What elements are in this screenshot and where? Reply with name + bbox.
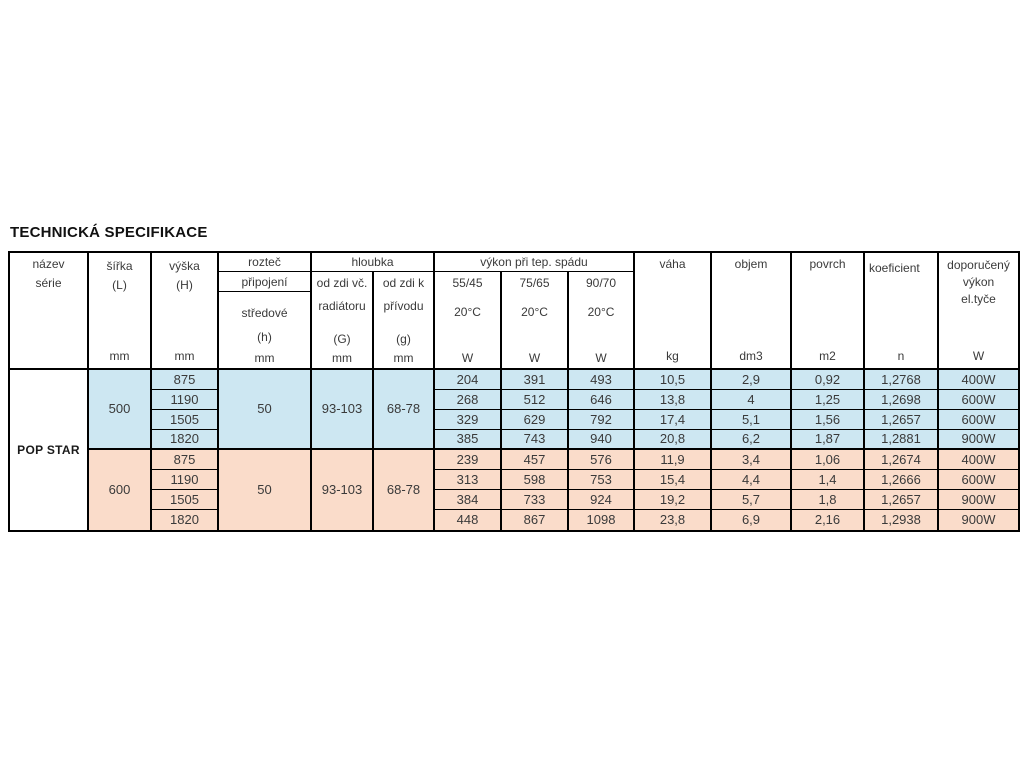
cell-povrch: 0,92	[792, 370, 865, 390]
cell-vaha: 10,5	[635, 370, 712, 390]
unit-label: W	[972, 349, 985, 363]
cell-vykon-9070: 646	[569, 390, 635, 410]
cell-vyska: 1820	[152, 510, 219, 530]
cell-vykon-5545: 268	[435, 390, 502, 410]
cell-povrch: 1,87	[792, 430, 865, 450]
col-header-5545	[435, 272, 502, 370]
header-line: 20°C	[454, 305, 481, 319]
unit-label: n	[897, 349, 905, 363]
cell-vykon-5545: 384	[435, 490, 502, 510]
unit-label: mm	[332, 351, 352, 365]
cell-vykon-7565: 733	[502, 490, 569, 510]
col-header-doporuceny-vykon	[939, 253, 1018, 370]
cell-objem: 2,9	[712, 370, 792, 390]
cell-roztec: 50	[219, 450, 312, 530]
spec-table	[8, 251, 1020, 532]
cell-vyska: 1505	[152, 410, 219, 430]
col-header-7565	[502, 272, 569, 370]
cell-povrch: 2,16	[792, 510, 865, 530]
col-header-od-zdi-radiatoru	[312, 272, 374, 370]
cell-koeficient: 1,2657	[865, 490, 939, 510]
col-header-pripojeni: připojení	[219, 272, 312, 292]
cell-el-vykon: 900W	[939, 510, 1018, 530]
unit-label: m2	[819, 349, 836, 363]
cell-vykon-7565: 867	[502, 510, 569, 530]
cell-hloubka-g: 93-103	[312, 450, 374, 530]
cell-vaha: 15,4	[635, 470, 712, 490]
header-line: od zdi k	[382, 276, 425, 290]
header-line: radiátoru	[318, 299, 366, 313]
cell-el-vykon: 900W	[939, 430, 1018, 450]
series-name-cell: POP STAR	[10, 370, 89, 530]
cell-vaha: 19,2	[635, 490, 712, 510]
header-line: přívodu	[383, 299, 424, 313]
unit-label: mm	[254, 351, 275, 365]
cell-vykon-5545: 385	[435, 430, 502, 450]
cell-vyska: 875	[152, 370, 219, 390]
cell-vaha: 13,8	[635, 390, 712, 410]
header-line: středové	[241, 306, 288, 320]
col-header-povrch	[792, 253, 865, 370]
cell-el-vykon: 600W	[939, 410, 1018, 430]
header-line: 20°C	[521, 305, 548, 319]
header-line: objem	[734, 257, 768, 271]
cell-hloubka-g: 93-103	[312, 370, 374, 450]
group-header-hloubka: hloubka	[312, 253, 435, 272]
header-line: el.tyče	[961, 292, 996, 306]
cell-povrch: 1,8	[792, 490, 865, 510]
header-line: výkon	[962, 275, 995, 289]
cell-vyska: 1505	[152, 490, 219, 510]
cell-vyska: 1820	[152, 430, 219, 450]
header-line: 55/45	[452, 276, 483, 290]
cell-vykon-7565: 743	[502, 430, 569, 450]
cell-vyska: 1190	[152, 390, 219, 410]
col-header-objem	[712, 253, 792, 370]
cell-sirka: 500	[89, 370, 152, 450]
col-header-9070	[569, 272, 635, 370]
cell-el-vykon: 600W	[939, 390, 1018, 410]
header-line: (h)	[257, 330, 272, 344]
cell-el-vykon: 400W	[939, 450, 1018, 470]
cell-koeficient: 1,2938	[865, 510, 939, 530]
cell-vykon-9070: 753	[569, 470, 635, 490]
header-lines	[169, 257, 200, 295]
header-line: (L)	[112, 278, 127, 292]
cell-koeficient: 1,2768	[865, 370, 939, 390]
cell-objem: 3,4	[712, 450, 792, 470]
cell-hloubka-p: 68-78	[374, 370, 435, 450]
cell-objem: 6,9	[712, 510, 792, 530]
cell-el-vykon: 900W	[939, 490, 1018, 510]
page-title: TECHNICKÁ SPECIFIKACE	[10, 224, 208, 241]
cell-vykon-7565: 629	[502, 410, 569, 430]
unit-label: W	[595, 351, 607, 365]
cell-vykon-9070: 940	[569, 430, 635, 450]
cell-povrch: 1,06	[792, 450, 865, 470]
header-line: šířka	[106, 259, 133, 273]
cell-vaha: 11,9	[635, 450, 712, 470]
cell-vykon-5545: 239	[435, 450, 502, 470]
cell-roztec: 50	[219, 370, 312, 450]
header-line: od zdi vč.	[316, 276, 368, 290]
col-header-stredove	[219, 292, 312, 370]
cell-koeficient: 1,2657	[865, 410, 939, 430]
cell-el-vykon: 600W	[939, 470, 1018, 490]
header-line: (g)	[396, 332, 411, 346]
col-header-roztec: rozteč	[219, 253, 312, 272]
group-header-vykon: výkon při tep. spádu	[435, 253, 635, 272]
unit-label: mm	[174, 349, 195, 363]
header-lines	[106, 257, 132, 295]
header-line: výška	[169, 259, 200, 273]
col-header-sirka	[89, 253, 152, 370]
cell-hloubka-p: 68-78	[374, 450, 435, 530]
unit-label: mm	[393, 351, 414, 365]
cell-objem: 5,1	[712, 410, 792, 430]
cell-vaha: 20,8	[635, 430, 712, 450]
unit-label: mm	[109, 349, 130, 363]
col-header-vaha	[635, 253, 712, 370]
cell-objem: 6,2	[712, 430, 792, 450]
cell-koeficient: 1,2698	[865, 390, 939, 410]
cell-povrch: 1,4	[792, 470, 865, 490]
cell-vykon-9070: 1098	[569, 510, 635, 530]
header-line: doporučený	[947, 258, 1010, 272]
cell-vykon-5545: 329	[435, 410, 502, 430]
cell-vykon-5545: 313	[435, 470, 502, 490]
cell-vyska: 1190	[152, 470, 219, 490]
col-header-od-zdi-privodu	[374, 272, 435, 370]
cell-koeficient: 1,2881	[865, 430, 939, 450]
cell-vykon-5545: 448	[435, 510, 502, 530]
cell-vykon-7565: 512	[502, 390, 569, 410]
cell-vykon-9070: 493	[569, 370, 635, 390]
cell-vykon-7565: 598	[502, 470, 569, 490]
unit-label: W	[461, 351, 474, 365]
cell-vaha: 17,4	[635, 410, 712, 430]
cell-objem: 4	[712, 390, 792, 410]
cell-vykon-7565: 391	[502, 370, 569, 390]
header-line: (H)	[176, 278, 193, 292]
unit-label: W	[528, 351, 541, 365]
col-header-nazev-serie	[10, 253, 89, 370]
cell-vykon-5545: 204	[435, 370, 502, 390]
header-line: váha	[659, 257, 686, 271]
cell-vykon-9070: 924	[569, 490, 635, 510]
col-header-vyska	[152, 253, 219, 370]
cell-koeficient: 1,2666	[865, 470, 939, 490]
cell-povrch: 1,25	[792, 390, 865, 410]
header-line: povrch	[809, 257, 846, 271]
cell-el-vykon: 400W	[939, 370, 1018, 390]
cell-sirka: 600	[89, 450, 152, 530]
header-lines	[947, 257, 1010, 308]
col-header-koeficient	[865, 253, 939, 370]
cell-vaha: 23,8	[635, 510, 712, 530]
cell-objem: 4,4	[712, 470, 792, 490]
unit-label: kg	[666, 349, 679, 363]
cell-vykon-7565: 457	[502, 450, 569, 470]
header-line: název	[32, 257, 65, 271]
header-line: 90/70	[585, 276, 617, 290]
cell-povrch: 1,56	[792, 410, 865, 430]
cell-vykon-9070: 576	[569, 450, 635, 470]
header-line: 20°C	[587, 305, 615, 319]
cell-objem: 5,7	[712, 490, 792, 510]
cell-koeficient: 1,2674	[865, 450, 939, 470]
header-line: (G)	[333, 332, 351, 346]
cell-vykon-9070: 792	[569, 410, 635, 430]
header-line: série	[35, 276, 62, 290]
header-line: 75/65	[519, 276, 550, 290]
cell-vyska: 875	[152, 450, 219, 470]
unit-label: dm3	[739, 349, 763, 363]
header-line: koeficient	[869, 261, 920, 275]
